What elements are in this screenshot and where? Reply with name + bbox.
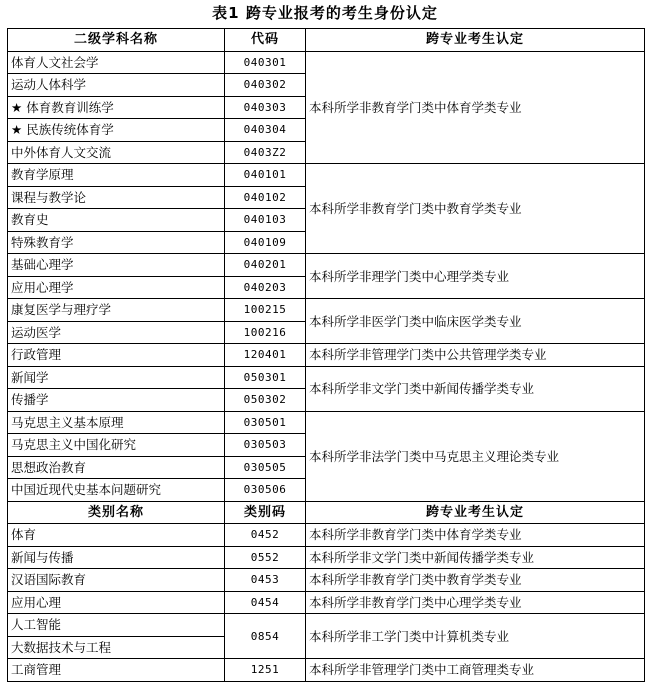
table-row — [8, 164, 645, 187]
star-icon: ★ — [11, 99, 23, 115]
subject-name: 特殊教育学 — [11, 234, 74, 250]
table-row — [8, 299, 645, 322]
subject-name: 行政管理 — [11, 347, 62, 363]
category-name: 工商管理 — [8, 659, 225, 682]
column-header-code: 类别码 — [225, 501, 306, 524]
subject-name: 教育学原理 — [11, 167, 74, 183]
subject-code: 040102 — [225, 186, 306, 209]
category-code: 0854 — [225, 614, 306, 659]
subject-code: 030506 — [225, 479, 306, 502]
subject-name: 康复医学与理疗学 — [11, 302, 112, 318]
subject-code: 100215 — [225, 299, 306, 322]
column-header-name: 二级学科名称 — [8, 29, 225, 52]
identification-cell: 本科所学非管理学门类中工商管理类专业 — [306, 659, 645, 682]
subject-name: 传播学 — [11, 392, 49, 408]
subject-name: 基础心理学 — [11, 257, 74, 273]
subject-name: 应用心理学 — [11, 279, 74, 295]
subject-code: 030505 — [225, 456, 306, 479]
category-name: 体育 — [8, 524, 225, 547]
table-row — [8, 546, 645, 569]
category-name: 新闻与传播 — [8, 546, 225, 569]
identification-cell: 本科所学非教育学门类中心理学类专业 — [306, 591, 645, 614]
category-name: 人工智能 — [8, 614, 225, 637]
subject-name: 课程与教学论 — [11, 189, 87, 205]
category-code: 0452 — [225, 524, 306, 547]
subject-name-cell — [8, 96, 225, 119]
table-title: 表1 跨专业报考的考生身份认定 — [212, 4, 438, 22]
table-row — [8, 411, 645, 434]
table-row — [8, 254, 645, 277]
identification-cell: 本科所学非教育学门类中体育学类专业 — [306, 51, 645, 164]
subject-code: 040302 — [225, 74, 306, 97]
table-row — [8, 51, 645, 74]
identification-cell: 本科所学非文学门类中新闻传播学类专业 — [306, 366, 645, 411]
subject-name: 中国近现代史基本问题研究 — [11, 482, 162, 498]
subject-code: 120401 — [225, 344, 306, 367]
identification-cell: 本科所学非理学门类中心理学类专业 — [306, 254, 645, 299]
identification-cell: 本科所学非法学门类中马克思主义理论类专业 — [306, 411, 645, 501]
subject-code: 040101 — [225, 164, 306, 187]
subject-code: 040201 — [225, 254, 306, 277]
table-row — [8, 614, 645, 637]
category-code: 0552 — [225, 546, 306, 569]
column-header-identification: 跨专业考生认定 — [306, 29, 645, 52]
subject-code: 100216 — [225, 321, 306, 344]
category-code: 1251 — [225, 659, 306, 682]
subject-name: 中外体育人文交流 — [11, 144, 112, 160]
subject-code: 040304 — [225, 119, 306, 142]
column-header-name: 类别名称 — [8, 501, 225, 524]
subject-name: 新闻学 — [11, 369, 49, 385]
identification-cell: 本科所学非教育学门类中教育学类专业 — [306, 164, 645, 254]
identification-table — [7, 28, 645, 682]
subject-name-cell — [8, 51, 225, 74]
subject-name-cell — [8, 141, 225, 164]
subject-code: 050301 — [225, 366, 306, 389]
subject-name-cell — [8, 119, 225, 142]
subject-name-cell — [8, 479, 225, 502]
table-row — [8, 659, 645, 682]
identification-cell: 本科所学非教育学门类中教育学类专业 — [306, 569, 645, 592]
subject-name: 思想政治教育 — [11, 459, 87, 475]
subject-name-cell — [8, 74, 225, 97]
subject-name-cell — [8, 321, 225, 344]
subject-name: 马克思主义中国化研究 — [11, 437, 137, 453]
identification-cell: 本科所学非工学门类中计算机类专业 — [306, 614, 645, 659]
subject-code: 050302 — [225, 389, 306, 412]
table-row — [8, 524, 645, 547]
subject-name-cell — [8, 164, 225, 187]
subject-name-cell — [8, 366, 225, 389]
subject-name-cell — [8, 276, 225, 299]
subject-name: 民族传统体育学 — [26, 122, 114, 138]
subject-name-cell — [8, 186, 225, 209]
subject-name-cell — [8, 231, 225, 254]
subject-name-cell — [8, 254, 225, 277]
table-row — [8, 366, 645, 389]
subject-name-cell — [8, 299, 225, 322]
subject-name: 马克思主义基本原理 — [11, 414, 124, 430]
subject-name: 运动医学 — [11, 324, 62, 340]
header-row — [8, 501, 645, 524]
identification-cell: 本科所学非医学门类中临床医学类专业 — [306, 299, 645, 344]
identification-cell: 本科所学非管理学门类中公共管理学类专业 — [306, 344, 645, 367]
subject-name-cell — [8, 456, 225, 479]
table-body — [8, 29, 645, 682]
category-code: 0454 — [225, 591, 306, 614]
table-row — [8, 591, 645, 614]
category-name: 大数据技术与工程 — [8, 636, 225, 659]
subject-name: 运动人体科学 — [11, 77, 87, 93]
category-name: 应用心理 — [8, 591, 225, 614]
subject-code: 040103 — [225, 209, 306, 232]
subject-name-cell — [8, 209, 225, 232]
header-row — [8, 29, 645, 52]
column-header-code: 代码 — [225, 29, 306, 52]
subject-code: 030503 — [225, 434, 306, 457]
subject-code: 0403Z2 — [225, 141, 306, 164]
subject-name: 教育史 — [11, 212, 49, 228]
identification-cell: 本科所学非教育学门类中体育学类专业 — [306, 524, 645, 547]
subject-name: 体育教育训练学 — [26, 99, 114, 115]
subject-code: 040301 — [225, 51, 306, 74]
subject-name: 体育人文社会学 — [11, 54, 99, 70]
category-name: 汉语国际教育 — [8, 569, 225, 592]
subject-name-cell — [8, 411, 225, 434]
subject-code: 040203 — [225, 276, 306, 299]
subject-code: 030501 — [225, 411, 306, 434]
table-row — [8, 569, 645, 592]
subject-name-cell — [8, 344, 225, 367]
subject-name-cell — [8, 389, 225, 412]
star-icon: ★ — [11, 122, 23, 138]
subject-name-cell — [8, 434, 225, 457]
column-header-identification: 跨专业考生认定 — [306, 501, 645, 524]
identification-cell: 本科所学非文学门类中新闻传播学类专业 — [306, 546, 645, 569]
category-code: 0453 — [225, 569, 306, 592]
subject-code: 040303 — [225, 96, 306, 119]
table-row — [8, 344, 645, 367]
subject-code: 040109 — [225, 231, 306, 254]
